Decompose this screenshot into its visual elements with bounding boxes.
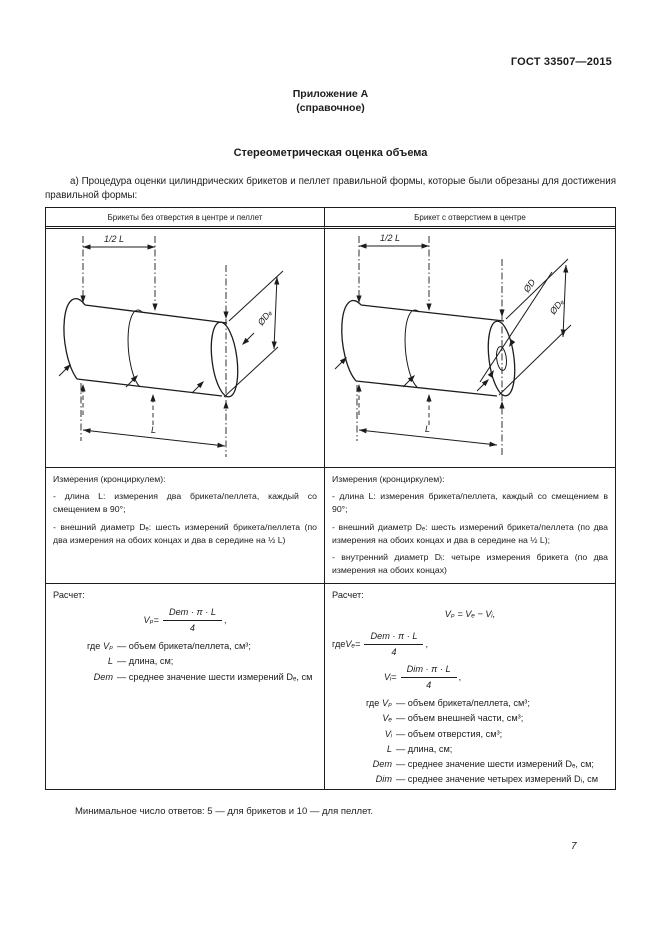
definition-row: Vᵢ — объем отверстия, см³; [384,728,503,739]
definition-row: L — длина, см; [386,743,453,754]
measure-item: - внутренний диаметр Dᵢ: четыре измерения брикета (по два измерения на обоих концах) [332,552,608,575]
intro-paragraph: а) Процедура оценки цилиндрических брикетов и пеллет правильной формы, которые были обрезаны для достижения правильной формы: [45,176,616,201]
definition-row: где Vₚ — объем брикета/пеллета, см³; [365,698,530,708]
definitions-list [53,639,317,685]
definition-row: Vₑ — объем внешней части, см³; [382,713,524,724]
calculation-cell-left [46,584,325,789]
half-length-label: 1/2 L [380,233,401,243]
cylinder-diagram-holed [325,229,613,467]
cylinder-diagram-plain [46,229,324,467]
definition-row: L — длина, см; [107,656,174,667]
inner-diameter-label: ØD [521,277,538,295]
appendix-heading [45,88,616,115]
definition-row: Dim — среднее значение четырех измерений Dᵢ, см [375,774,599,785]
formula-vi: Vᵢ = $\frac{\text{Dim · π · L}}{4}$ , [384,663,462,690]
comparison-table [45,207,616,790]
diagram-cell-plain-cylinder [46,229,325,468]
table-header-col2: Брикет с отверстием в центре [325,208,615,229]
formula-vp-sum: Vₚ = Vₑ − Vᵢ, [444,609,496,619]
calc-title: Расчет: [332,590,364,600]
definition-row: Dem — среднее значение шести измерений Dₑ, см; [372,759,594,770]
measure-title: Измерения (кронциркулем): [332,474,445,484]
page-number: 7 [571,841,577,852]
measurements-cell-right [325,468,615,584]
definition-row: Dem — среднее значение шести измерений Dₑ, см [93,671,313,682]
diagram-cell-holed-cylinder [325,229,615,468]
measure-item: - длина L: измерения два брикета/пеллета, каждый со смещением в 90°; [53,491,317,515]
appendix-title: Приложение А [292,88,369,100]
min-answers-note: Минимальное число ответов: 5 — для брикетов и 10 — для пеллет. [75,806,373,817]
outer-diameter-label: ØDₑ [255,307,275,328]
calculation-cell-right [325,584,615,789]
half-length-label: 1/2 L [104,234,125,244]
calc-title: Расчет: [53,590,85,600]
doc-number: ГОСТ 33507—2015 [510,56,612,68]
length-label: L [151,425,157,435]
formula-vp: Vₚ = $\frac{\text{Dem · π · L}}{4}$ , [143,606,227,633]
measure-item: - длина L: измерения брикета/пеллета, каждый со смещением в 90°; [332,491,608,515]
measure-item: - внешний диаметр Dₑ: шесть измерений брикета/пеллета (по два измерения на обоих концах и два в середине на ½ L) [53,521,317,545]
outer-diameter-label: ØDₑ [547,296,567,317]
definitions-list [332,696,608,788]
formula-ve: где Vₑ = $\frac{\text{Dem · π · L}}{4}$ , [332,630,429,657]
table-header-col1: Брикеты без отверстия в центре и пеллет [46,208,325,229]
measure-title: Измерения (кронциркулем): [53,474,166,484]
appendix-subtitle: (справочное) [296,101,365,114]
page-title: Стереометрическая оценка объема [233,147,428,159]
measurements-cell-left [46,468,325,584]
measure-item: - внешний диаметр Dₑ: шесть измерений брикета/пеллета (по два измерения на обоих концах и два в середине на ½ L); [332,521,608,545]
definition-row: где Vₚ — объем брикета/пеллета, см³; [86,641,251,651]
length-label: L [425,424,431,434]
